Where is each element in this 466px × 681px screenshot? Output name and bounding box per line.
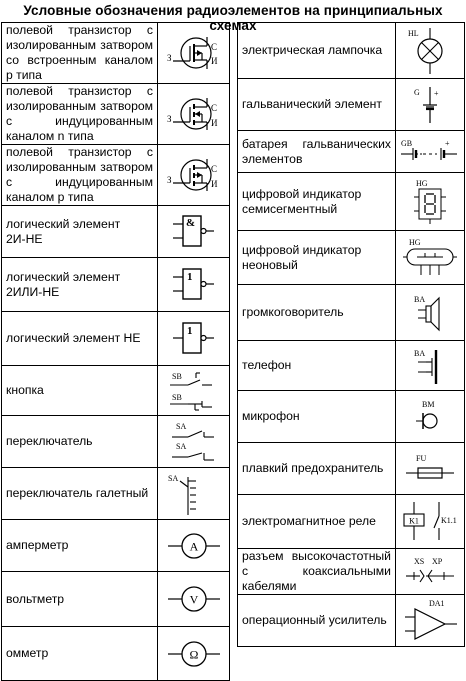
- table-row: [238, 495, 465, 549]
- table-row: [238, 595, 465, 647]
- svg-text:1: 1: [186, 324, 192, 337]
- table-row: [238, 391, 465, 443]
- battery-icon: [399, 134, 461, 170]
- row-label: полевой транзистор с изолированным затвором со встроенным каналом p типа: [6, 23, 153, 82]
- microphone-icon: [402, 395, 458, 439]
- svg-text:&: &: [185, 216, 195, 229]
- svg-text:HG: HG: [416, 178, 428, 188]
- neon-indicator-icon: [399, 235, 461, 281]
- row-label: вольтметр: [6, 591, 65, 606]
- svg-text:И: И: [210, 179, 217, 189]
- table-row: [2, 258, 230, 312]
- svg-text:BA: BA: [414, 348, 426, 358]
- svg-text:SB: SB: [171, 392, 182, 402]
- coax-connector-icon: [400, 552, 460, 592]
- svg-text:С: С: [210, 42, 217, 52]
- svg-text:С: С: [210, 164, 217, 174]
- left-symbol-table: [1, 22, 230, 681]
- row-label: плавкий предохранитель: [242, 461, 384, 475]
- ohmmeter-icon: [164, 634, 224, 674]
- row-label: цифровой индикатор семисегментный: [242, 186, 362, 216]
- row-label: омметр: [6, 646, 49, 660]
- svg-text:BA: BA: [414, 294, 426, 304]
- lamp-icon: [402, 26, 458, 76]
- row-label: логический элемент 2ИЛИ-НЕ: [6, 269, 121, 299]
- relay-icon: [399, 498, 461, 546]
- seven-segment-indicator-icon: [402, 177, 458, 227]
- row-label: амперметр: [6, 538, 69, 552]
- op-amp-icon: [399, 597, 461, 645]
- not-gate-icon: [169, 319, 219, 359]
- table-row: [2, 572, 230, 627]
- table-row: [238, 231, 465, 285]
- row-label: полевой транзистор с изолированным затвором с индуцированным каналом p типа: [6, 145, 153, 204]
- nand-gate-icon: [169, 212, 219, 252]
- table-row: [2, 312, 230, 366]
- row-label: батарея гальванических элементов: [242, 136, 391, 166]
- table-row: [238, 23, 465, 79]
- row-label: операционный усилитель: [242, 613, 387, 627]
- earphone-icon: [402, 344, 458, 388]
- push-button-icon: [166, 369, 222, 413]
- svg-text:SB: SB: [171, 371, 182, 381]
- svg-text:XS: XS: [414, 556, 425, 566]
- table-row: [2, 23, 230, 84]
- table-row: [238, 341, 465, 391]
- svg-text:FU: FU: [416, 453, 427, 463]
- svg-text:С: С: [210, 103, 217, 113]
- mosfet-builtin-p-channel-icon: [163, 33, 225, 73]
- svg-text:K1.1: K1.1: [441, 515, 457, 525]
- svg-text:И: И: [210, 56, 217, 66]
- row-label: логический элемент 2И-НЕ: [6, 216, 121, 246]
- table-row: [2, 366, 230, 416]
- svg-text:З: З: [166, 53, 172, 63]
- table-row: [2, 206, 230, 258]
- mosfet-induced-n-channel-icon: [163, 94, 225, 134]
- table-row: [238, 549, 465, 595]
- switch-icon: [166, 419, 222, 465]
- table-row: [2, 520, 230, 572]
- row-label: микрофон: [242, 409, 300, 423]
- row-label: переключатель галетный: [6, 486, 149, 500]
- table-row: [238, 285, 465, 341]
- row-label: логический элемент НЕ: [6, 331, 141, 345]
- row-label: электромагнитное реле: [242, 514, 376, 528]
- table-row: [2, 84, 230, 145]
- table-row: [2, 416, 230, 468]
- row-label: телефон: [242, 358, 292, 372]
- table-row: [2, 468, 230, 520]
- svg-text:DA1: DA1: [429, 598, 445, 608]
- svg-text:BM: BM: [422, 399, 435, 409]
- table-row: [238, 131, 465, 173]
- table-row: [238, 443, 465, 495]
- svg-text:З: З: [166, 114, 172, 124]
- mosfet-induced-p-channel-icon: [163, 155, 225, 195]
- svg-text:K1: K1: [409, 516, 419, 525]
- nor-gate-icon: [169, 265, 219, 305]
- svg-text:1: 1: [186, 270, 192, 283]
- svg-text:SA: SA: [167, 473, 178, 483]
- voltmeter-icon: [164, 579, 224, 619]
- svg-text:HL: HL: [408, 28, 419, 38]
- table-row: [238, 173, 465, 231]
- svg-text:V: V: [189, 592, 198, 607]
- table-row: [2, 145, 230, 206]
- row-label: электрическая лампочка: [242, 43, 383, 57]
- svg-text:GB: GB: [401, 138, 413, 148]
- svg-text:+: +: [434, 88, 439, 98]
- svg-text:Ω: Ω: [189, 647, 198, 661]
- galvanic-cell-icon: [402, 83, 458, 127]
- svg-text:И: И: [210, 118, 217, 128]
- ammeter-icon: [164, 526, 224, 566]
- row-label: кнопка: [6, 383, 44, 397]
- row-label: разъем высокочастотный с коаксиальными кабелями: [242, 549, 391, 593]
- row-label: полевой транзистор с изолированным затвором с индуцированным каналом n типа: [6, 84, 153, 143]
- svg-text:+: +: [445, 138, 450, 148]
- row-label: цифровой индикатор неоновый: [242, 242, 362, 272]
- page-title: Условные обозначения радиоэлементов на принципиальных схемах: [23, 3, 443, 33]
- right-symbol-table: [237, 22, 465, 647]
- svg-text:G: G: [414, 87, 420, 97]
- svg-text:SA: SA: [175, 421, 186, 431]
- svg-text:A: A: [189, 539, 198, 553]
- table-row: [2, 627, 230, 681]
- loudspeaker-icon: [402, 290, 458, 336]
- row-label: гальванический элемент: [242, 97, 382, 111]
- row-label: громкоговоритель: [242, 305, 344, 319]
- rotary-switch-icon: [166, 471, 222, 517]
- table-row: [238, 79, 465, 131]
- fuse-icon: [402, 449, 458, 489]
- svg-text:З: З: [166, 175, 172, 185]
- svg-text:SA: SA: [175, 441, 186, 451]
- row-label: переключатель: [6, 434, 93, 448]
- svg-text:XP: XP: [432, 556, 443, 566]
- svg-text:HG: HG: [409, 237, 421, 247]
